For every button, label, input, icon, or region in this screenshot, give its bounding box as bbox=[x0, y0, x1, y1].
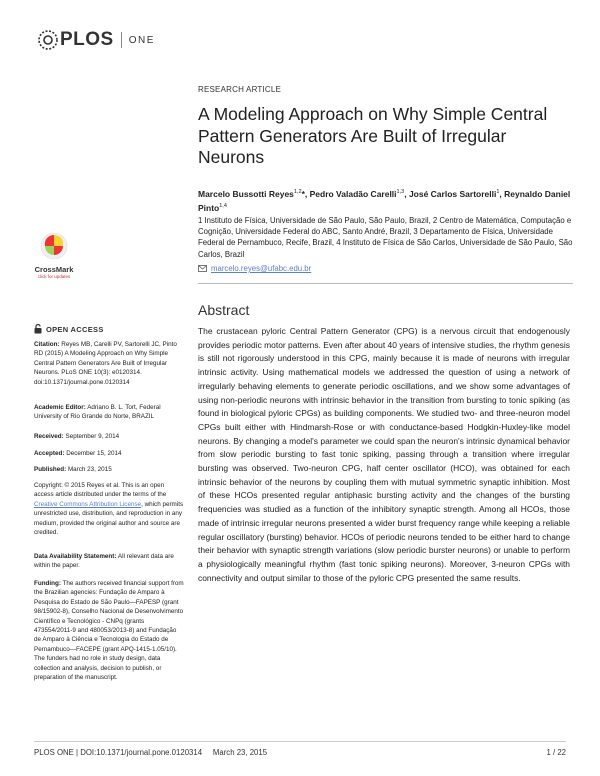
footer-divider bbox=[34, 741, 566, 742]
author-list bbox=[198, 186, 573, 214]
article-type-label: RESEARCH ARTICLE bbox=[198, 85, 282, 94]
corresponding-email[interactable] bbox=[198, 264, 311, 273]
plos-one-logo bbox=[36, 28, 155, 52]
email-icon bbox=[198, 265, 207, 272]
editor-block: Academic Editor: Adriano B. L. Tort, Federal University of Rio Grande do Norte, BRAZIL bbox=[34, 404, 161, 421]
copyright-block: Copyright: © 2015 Reyes et al. This is an open access article distributed under the terms of the Creative Commons Attribution License, which permits unrestricted use, distribution, and reproduction in any medium, provided the original author and source are credited. bbox=[34, 482, 184, 537]
author[interactable]: José Carlos Sartorelli$^1$, bbox=[408, 188, 505, 199]
plos-logo-icon bbox=[36, 28, 60, 52]
published-block: Published: March 23, 2015 bbox=[34, 466, 112, 473]
abstract-heading: Abstract bbox=[198, 302, 250, 318]
author[interactable]: Reynaldo Daniel Pinto$^{1,4}$ bbox=[198, 188, 571, 213]
citation-block: Citation: Reyes MB, Carelli PV, Sartorelli JC, Pinto RD (2015) A Modeling Approach on Why Simple Central Pattern Generators Are Built of Irregular Neurons. PLoS ONE 10(3): e0120314. doi:10.1371/journal.pone.0120314 bbox=[34, 341, 177, 386]
open-access-label: OPEN ACCESS bbox=[46, 324, 104, 334]
header-divider bbox=[198, 283, 573, 284]
open-access-badge bbox=[34, 324, 104, 334]
author[interactable]: Pedro Valadão Carelli$^{1,3}$, bbox=[309, 188, 409, 199]
footer-citation: PLOS ONE | DOI:10.1371/journal.pone.0120314 March 23, 2015 bbox=[34, 748, 268, 757]
funding-block: Funding: The authors received financial support from the Brazilian agencies: Fundação de Amparo à Pesquisa do Estado de São Paulo—FAPESP (grant 98/15902-8), Conselho Nacional de Desenvolvimento Científico e Tecnológico - CNPq (grants 473554/2011-9 and 480053/2013-8) and Fundação de Amparo à Ciência e Tecnologia do Estado de Pernambuco—FACEPE (grant APQ-1415-1.05/10). The funders had no role in study design, data collection and analysis, decision to publish, or preparation of the manuscript. bbox=[34, 580, 184, 682]
open-lock-icon bbox=[34, 324, 42, 334]
received-block: Received: September 9, 2014 bbox=[34, 433, 120, 440]
logo-journal: ONE bbox=[128, 34, 155, 46]
logo-divider bbox=[121, 32, 122, 48]
page-number: 1 / 22 bbox=[546, 748, 566, 757]
email-link[interactable]: marcelo.reyes@ufabc.edu.br bbox=[211, 264, 312, 273]
crossmark-icon bbox=[40, 232, 68, 260]
logo-brand: PLOS bbox=[60, 29, 114, 50]
abstract-text: The crustacean pyloric Central Pattern Generator (CPG) is a nervous circuit that endogenously provides periodic motor patterns. Even after about 40 years of intensive studies, the rhythm genesis is still not rigorously understood in this CPG, mainly because it is made of neurons with irregular intrinsic activity. Using mathematical models we addressed the question of using a network of irregularly behaving elements to generate periodic oscillations, and we show some advantages of using non-periodic neurons with intrinsic behavior in the transition from bursting to tonic spiking (as found in biological pyloric CPGs) as building components. We studied two- and three-neuron model CPGs built either with Hindmarsh-Rose or with conductance-based Hodgkin-Huxley-like model neurons. By changing a model's parameter we could span the neuron's intrinsic dynamical behavior from slow periodic bursting to fast tonic spiking, passing through a transition where irregular bursting was observed. Two-neuron CPG, half center oscillator (HCO), was obtained for each intrinsic behavior of the neurons by coupling them with mutual symmetric synaptic inhibition. Most of these HCOs presented regular antiphasic bursting activity and the changes of the bursting frequencies was studied as a function of the inhibitory synaptic strength. Among all HCOs, those made of intrinsic irregular neurons presented a wider burst frequency range while keeping a reliable regular oscillatory (bursting) behavior. HCOs of periodic neurons tended to be either hard to change their behavior with synaptic strength variations (slow periodic burster neurons) or unable to perform a physiologically meaningful rhythm (fast tonic spiking neurons). Moreover, 3-neuron CPGs with connectivity and output similar to those of the pyloric CPG presented the same results. bbox=[198, 326, 570, 583]
author[interactable]: Marcelo Bussotti Reyes$^{1,2}$*, bbox=[198, 188, 310, 199]
crossmark-badge[interactable] bbox=[34, 232, 74, 279]
data-availability-block: Data Availability Statement: All relevant data are within the paper. bbox=[34, 553, 174, 570]
crossmark-sub: click for updates bbox=[37, 274, 71, 279]
affiliations: 1 Instituto de Física, Universidade de São Paulo, São Paulo, Brazil, 2 Centro de Matemática, Computação e Cognição, Universidade Federal do ABC, Santo André, Brazil, 3 Departamento de Física, Universidade Federal de Pernambuco, Recife, Brazil, 4 Instituto de Física de São Carlos, Universidade de São Paulo, São Carlos, Brazil bbox=[198, 216, 573, 259]
crossmark-label: CrossMark bbox=[34, 265, 74, 274]
article-title: A Modeling Approach on Why Simple Central Pattern Generators Are Built of Irregular Neurons bbox=[198, 104, 548, 167]
license-link[interactable]: Creative Commons Attribution License bbox=[34, 500, 142, 508]
accepted-block: Accepted: December 15, 2014 bbox=[34, 450, 122, 457]
page-footer bbox=[34, 748, 566, 757]
